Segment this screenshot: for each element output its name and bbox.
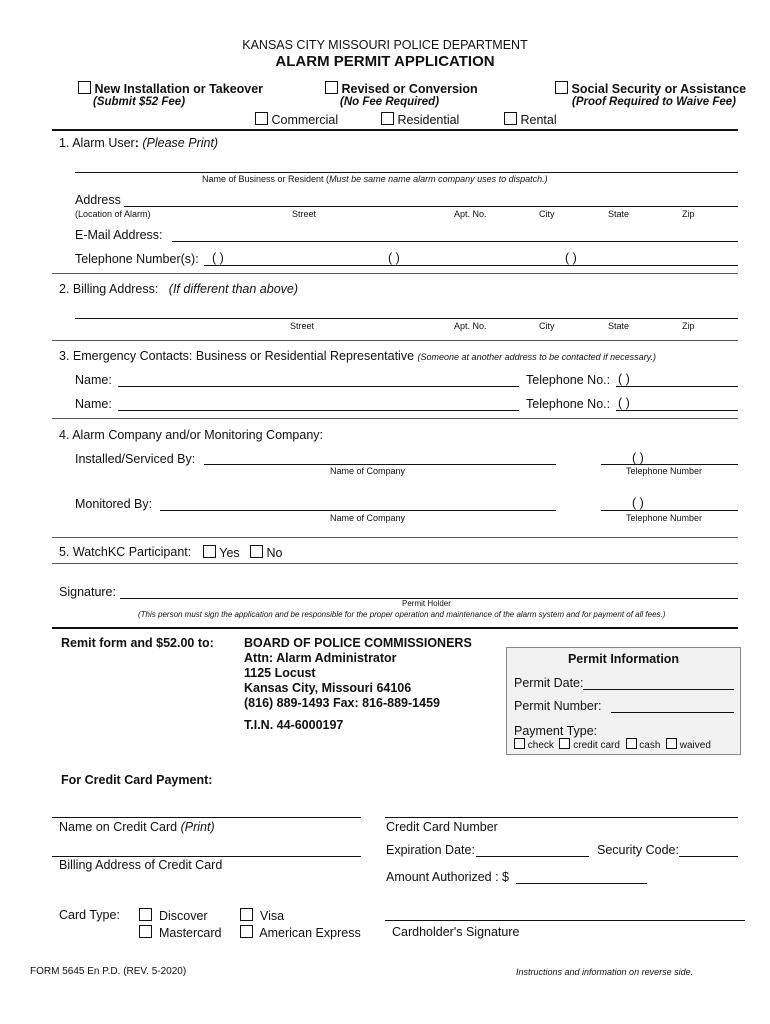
name-caption: Name of Business or Resident (Must be same name alarm company uses to dispatch.) [202, 174, 548, 184]
checkbox[interactable] [504, 112, 517, 125]
divider [52, 340, 738, 341]
contact2-name-label: Name: [75, 397, 112, 411]
area-code-1: ( ) [212, 251, 224, 265]
remit-line: 1125 Locust [244, 666, 316, 680]
area-code-2: ( ) [388, 251, 400, 265]
location-caption: (Location of Alarm) [75, 209, 151, 219]
installed-area-code: ( ) [632, 451, 644, 465]
tin: T.I.N. 44-6000197 [244, 718, 344, 732]
remit-line: Kansas City, Missouri 64106 [244, 681, 412, 695]
divider [52, 273, 738, 274]
watchkc-yes[interactable]: Yes [203, 545, 240, 560]
card-american-express[interactable]: American Express [240, 925, 361, 940]
type-revised[interactable]: Revised or Conversion [325, 81, 478, 96]
monitored-area-code: ( ) [632, 496, 644, 510]
zip-caption: Zip [682, 209, 695, 219]
area-code-3: ( ) [565, 251, 577, 265]
cardholder-signature-label: Cardholder's Signature [392, 925, 520, 939]
checkbox[interactable] [139, 925, 152, 938]
divider [52, 418, 738, 419]
remit-line: (816) 889-1493 Fax: 816-889-1459 [244, 696, 440, 710]
telephone-label: Telephone Number(s): [75, 252, 199, 266]
card-type-label: Card Type: [59, 908, 120, 922]
property-commercial[interactable]: Commercial [255, 112, 338, 127]
contact1-name-field[interactable] [118, 386, 519, 387]
payment-check[interactable]: check [514, 740, 554, 751]
card-discover[interactable]: Discover [139, 908, 208, 923]
amount-field[interactable] [516, 883, 647, 884]
property-residential[interactable]: Residential [381, 112, 459, 127]
form-title: ALARM PERMIT APPLICATION [275, 53, 495, 70]
reverse-side-note: Instructions and information on reverse side. [516, 967, 694, 977]
apt-caption: Apt. No. [454, 209, 487, 219]
tel-caption: Telephone Number [626, 513, 703, 523]
divider [52, 627, 738, 629]
contact2-tel-label: Telephone No.: [526, 397, 611, 411]
state-caption: State [608, 209, 630, 219]
watchkc-no[interactable]: No [250, 545, 282, 560]
cc-number-field[interactable] [385, 817, 738, 818]
section4-heading: 4. Alarm Company and/or Monitoring Company: [59, 428, 324, 442]
expiration-label: Expiration Date: [386, 843, 475, 857]
payment-options [514, 738, 711, 751]
checkbox[interactable] [626, 738, 637, 749]
divider [52, 129, 738, 131]
cc-name-field[interactable] [52, 817, 361, 818]
card-mastercard[interactable]: Mastercard [139, 925, 221, 940]
section3-heading: 3. Emergency Contacts: Business or Residential Representative (Someone at another address to be contacted if necessary.) [59, 349, 657, 363]
contact2-name-field[interactable] [118, 410, 519, 411]
credit-card-heading: For Credit Card Payment: [61, 773, 213, 787]
permit-number-field[interactable] [611, 712, 734, 713]
address-field[interactable] [124, 206, 738, 207]
street-caption: Street [292, 209, 317, 219]
contact1-tel-field[interactable] [616, 386, 738, 387]
company-caption: Name of Company [330, 466, 406, 476]
checkbox[interactable] [240, 908, 253, 921]
expiration-field[interactable] [476, 856, 589, 857]
cardholder-signature-field[interactable] [385, 920, 745, 921]
signature-label: Signature: [59, 585, 116, 599]
checkbox[interactable] [559, 738, 570, 749]
type-new-installation[interactable]: New Installation or Takeover [78, 81, 263, 96]
type-social-security[interactable]: Social Security or Assistance [555, 81, 746, 96]
form-number: FORM 5645 En P.D. (REV. 5-2020) [30, 966, 187, 977]
apt-caption: Apt. No. [454, 321, 487, 331]
city-caption: City [539, 321, 555, 331]
remit-line: BOARD OF POLICE COMMISSIONERS [244, 636, 472, 650]
contact1-name-label: Name: [75, 373, 112, 387]
checkbox[interactable] [381, 112, 394, 125]
alarm-user-name-field[interactable] [75, 172, 738, 173]
monitored-by-label: Monitored By: [75, 497, 153, 511]
checkbox[interactable] [325, 81, 338, 94]
permit-info-box [506, 647, 741, 755]
company-caption: Name of Company [330, 513, 406, 523]
installed-by-label: Installed/Serviced By: [75, 452, 196, 466]
address-label: Address [75, 193, 121, 207]
type-social-note: (Proof Required to Waive Fee) [572, 96, 737, 108]
city-caption: City [539, 209, 555, 219]
payment-credit-card[interactable]: credit card [559, 740, 619, 751]
property-rental[interactable]: Rental [504, 112, 557, 127]
checkbox[interactable] [555, 81, 568, 94]
permit-number-label: Permit Number: [514, 699, 602, 713]
security-code-field[interactable] [679, 856, 738, 857]
security-code-label: Security Code: [597, 843, 679, 857]
section5-heading: 5. WatchKC Participant: [59, 545, 192, 559]
checkbox[interactable] [78, 81, 91, 94]
contact2-area-code: ( ) [618, 396, 630, 410]
remit-label: Remit form and $52.00 to: [61, 636, 214, 650]
payment-type-label: Payment Type: [514, 724, 598, 738]
state-caption: State [608, 321, 630, 331]
email-label: E-Mail Address: [75, 228, 163, 242]
installed-tel-field[interactable] [601, 464, 738, 465]
permit-date-label: Permit Date: [514, 676, 584, 690]
divider [52, 537, 738, 538]
divider [52, 563, 738, 564]
checkbox[interactable] [666, 738, 677, 749]
cc-billing-field[interactable] [52, 856, 361, 857]
contact1-area-code: ( ) [618, 372, 630, 386]
payment-cash[interactable]: cash [626, 740, 661, 751]
checkbox[interactable] [255, 112, 268, 125]
cc-name-label: Name on Credit Card (Print) [59, 820, 215, 834]
checkbox[interactable] [250, 545, 263, 558]
permit-holder-caption: Permit Holder [402, 599, 451, 608]
department-name: KANSAS CITY MISSOURI POLICE DEPARTMENT [242, 38, 528, 52]
monitored-company-field[interactable] [160, 510, 556, 511]
contact1-tel-label: Telephone No.: [526, 373, 611, 387]
billing-address-field[interactable] [75, 318, 738, 319]
remit-line: Attn: Alarm Administrator [244, 651, 397, 665]
tel-caption: Telephone Number [626, 466, 703, 476]
section1-heading: 1. Alarm User: (Please Print) [59, 136, 219, 150]
telephone-field[interactable] [204, 265, 738, 266]
permit-date-field[interactable] [583, 689, 734, 690]
cc-number-label: Credit Card Number [386, 820, 498, 834]
street-caption: Street [290, 321, 315, 331]
type-revised-note: (No Fee Required) [340, 96, 440, 108]
checkbox[interactable] [139, 908, 152, 921]
monitored-tel-field[interactable] [601, 510, 738, 511]
checkbox[interactable] [203, 545, 216, 558]
zip-caption: Zip [682, 321, 695, 331]
type-new-note: (Submit $52 Fee) [93, 96, 186, 108]
contact2-tel-field[interactable] [616, 410, 738, 411]
checkbox[interactable] [514, 738, 525, 749]
card-visa[interactable]: Visa [240, 908, 284, 923]
cc-billing-label: Billing Address of Credit Card [59, 858, 223, 872]
section2-heading: 2. Billing Address: (If different than above) [59, 282, 299, 296]
email-field[interactable] [172, 241, 738, 242]
installed-company-field[interactable] [204, 464, 556, 465]
checkbox[interactable] [240, 925, 253, 938]
permit-info-title: Permit Information [567, 652, 680, 666]
remit-address [244, 636, 472, 711]
amount-label: Amount Authorized : $ [386, 870, 509, 884]
payment-waived[interactable]: waived [666, 740, 711, 751]
signature-note: (This person must sign the application and be responsible for the proper operation and maintenance of the alarm system and for payment of all fees.) [138, 610, 666, 619]
